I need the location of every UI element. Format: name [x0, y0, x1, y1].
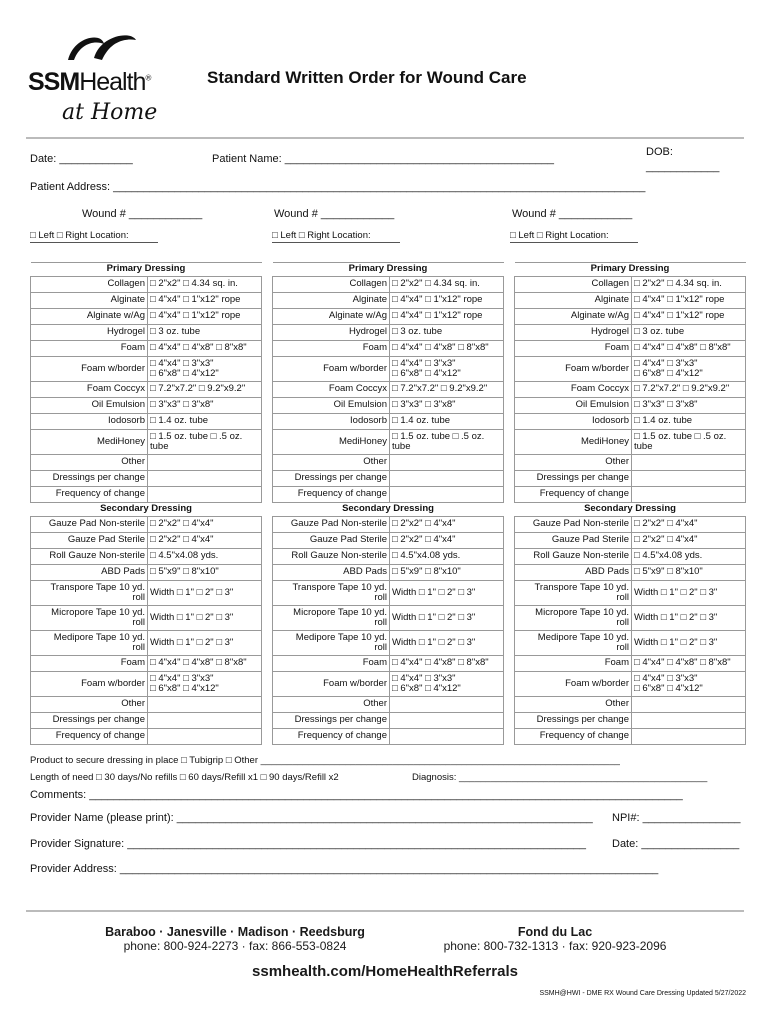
form-id: SSMH@HWI - DME RX Wound Care Dressing Updated 5/27/2022 [539, 990, 746, 997]
dressing-row [273, 398, 504, 414]
dressing-label: Alginate w/Ag [31, 309, 148, 325]
dressing-label: Iodosorb [31, 414, 148, 430]
dressing-row [273, 581, 504, 606]
dressing-options[interactable]: □ 4"x4" □ 3"x3" □ 6"x8" □ 4"x12" [390, 357, 504, 382]
dressing-options[interactable]: □ 4"x4" □ 4"x8" □ 8"x8" [632, 341, 746, 357]
dressing-row [273, 517, 504, 533]
dressing-options[interactable]: □ 4"x4" □ 4"x8" □ 8"x8" [390, 656, 504, 672]
dressing-label: Hydrogel [515, 325, 632, 341]
dressing-row [273, 656, 504, 672]
dressing-options[interactable] [390, 487, 504, 503]
dressing-options[interactable]: Width □ 1" □ 2" □ 3" [148, 581, 262, 606]
dressing-row [515, 325, 746, 341]
dressing-label: Transpore Tape 10 yd. roll [31, 581, 148, 606]
dressing-row [515, 606, 746, 631]
dressing-row [31, 729, 262, 745]
dressing-label: Other [31, 455, 148, 471]
dressing-options[interactable]: □ 2"x2" □ 4"x4" [148, 517, 262, 533]
dressing-label: Micropore Tape 10 yd. roll [273, 606, 390, 631]
dressing-row [515, 487, 746, 503]
provider-signature-field[interactable]: Provider Signature: ___________________________________________________________________________ [30, 838, 587, 850]
dressing-options[interactable]: □ 4"x4" □ 1"x12" rope [390, 293, 504, 309]
dressing-options[interactable]: □ 2"x2" □ 4.34 sq. in. [632, 277, 746, 293]
dressing-row [273, 277, 504, 293]
dressing-options[interactable]: □ 4"x4" □ 3"x3" □ 6"x8" □ 4"x12" [632, 357, 746, 382]
dressing-label: Foam w/border [515, 357, 632, 382]
dressing-label: Transpore Tape 10 yd. roll [273, 581, 390, 606]
dressing-label: Frequency of change [273, 487, 390, 503]
dressing-row [31, 606, 262, 631]
dressing-label: Alginate w/Ag [273, 309, 390, 325]
dressing-row [273, 414, 504, 430]
provider-name-field[interactable]: Provider Name (please print): ____________________________________________________________________ [30, 812, 593, 824]
dressing-options[interactable]: □ 4"x4" □ 4"x8" □ 8"x8" [632, 656, 746, 672]
dressing-row [273, 672, 504, 697]
dressing-options[interactable]: Width □ 1" □ 2" □ 3" [632, 606, 746, 631]
secondary-dressing-heading: Secondary Dressing [515, 503, 746, 517]
dressing-options[interactable]: □ 1.5 oz. tube □ .5 oz. tube [632, 430, 746, 455]
dressing-label: Dressings per change [515, 471, 632, 487]
dressing-options[interactable]: □ 3"x3" □ 3"x8" [632, 398, 746, 414]
dressing-row [31, 672, 262, 697]
dressing-row [515, 581, 746, 606]
comments-field[interactable]: Comments: _________________________________________________________________________________________________ [30, 789, 683, 801]
dressing-row [273, 697, 504, 713]
dressing-label: Alginate w/Ag [515, 309, 632, 325]
dressing-label: Foam [515, 656, 632, 672]
dressing-label: Gauze Pad Sterile [273, 533, 390, 549]
dressing-label: Foam [515, 341, 632, 357]
dressing-label: Foam Coccyx [31, 382, 148, 398]
wound-side-location-1[interactable]: □ Left □ Right Location: [30, 230, 129, 241]
secondary-dressing-heading: Secondary Dressing [31, 503, 262, 517]
dressing-options[interactable] [632, 487, 746, 503]
dressing-row [31, 533, 262, 549]
dressing-options[interactable]: □ 2"x2" □ 4"x4" [390, 517, 504, 533]
dressing-label: Gauze Pad Non-sterile [515, 517, 632, 533]
dressing-options[interactable]: Width □ 1" □ 2" □ 3" [632, 581, 746, 606]
dressing-options[interactable]: □ 4"x4" □ 3"x3" □ 6"x8" □ 4"x12" [632, 672, 746, 697]
dressing-row [515, 517, 746, 533]
dressing-row [273, 455, 504, 471]
primary-dressing-heading: Primary Dressing [273, 263, 504, 277]
dressing-options[interactable]: □ 4"x4" □ 4"x8" □ 8"x8" [148, 656, 262, 672]
logo-swoosh-icon [64, 30, 140, 66]
dressing-options[interactable]: Width □ 1" □ 2" □ 3" [148, 631, 262, 656]
dressing-options[interactable] [390, 713, 504, 729]
dressing-row [31, 471, 262, 487]
dressing-options[interactable]: □ 2"x2" □ 4.34 sq. in. [148, 277, 262, 293]
dressing-options[interactable]: □ 1.4 oz. tube [148, 414, 262, 430]
dressing-label: Foam w/border [273, 672, 390, 697]
footer-left-cities: Baraboo · Janesville · Madison · Reedsburg [105, 925, 365, 939]
dressing-label: Oil Emulsion [31, 398, 148, 414]
dressing-row [515, 533, 746, 549]
dressing-label: Foam w/border [273, 357, 390, 382]
dressing-row [31, 581, 262, 606]
dressing-label: Gauze Pad Non-sterile [273, 517, 390, 533]
dressing-row [273, 565, 504, 581]
dressing-label: Transpore Tape 10 yd. roll [515, 581, 632, 606]
dressing-options[interactable]: □ 3"x3" □ 3"x8" [148, 398, 262, 414]
dressing-row [515, 729, 746, 745]
dressing-row [273, 533, 504, 549]
dressing-options[interactable]: Width □ 1" □ 2" □ 3" [148, 606, 262, 631]
dressing-row [273, 471, 504, 487]
dressing-options[interactable] [632, 697, 746, 713]
dressing-label: Foam w/border [515, 672, 632, 697]
dressing-row [515, 277, 746, 293]
dressing-table [514, 262, 746, 745]
dressing-options[interactable]: □ 4"x4" □ 3"x3" □ 6"x8" □ 4"x12" [390, 672, 504, 697]
dressing-row [31, 277, 262, 293]
dressing-label: Frequency of change [31, 487, 148, 503]
dressing-label: Dressings per change [515, 713, 632, 729]
footer-left [90, 925, 380, 953]
dressing-options[interactable]: □ 4.5"x4.08 yds. [390, 549, 504, 565]
dressing-label: Foam w/border [31, 672, 148, 697]
location-line-2 [272, 242, 400, 243]
dressing-options[interactable]: □ 4"x4" □ 3"x3" □ 6"x8" □ 4"x12" [148, 672, 262, 697]
dressing-options[interactable]: □ 4"x4" □ 1"x12" rope [148, 309, 262, 325]
dressing-options[interactable] [390, 455, 504, 471]
wound-side-location-2[interactable]: □ Left □ Right Location: [272, 230, 371, 241]
dressing-options[interactable]: □ 4"x4" □ 1"x12" rope [148, 293, 262, 309]
dressing-row [515, 455, 746, 471]
dressing-row [273, 729, 504, 745]
dressing-label: MediHoney [515, 430, 632, 455]
dressing-row [273, 487, 504, 503]
footer-right [410, 925, 700, 953]
dressing-options[interactable] [148, 471, 262, 487]
dressing-options[interactable] [632, 471, 746, 487]
dressing-row [273, 713, 504, 729]
dressing-label: Frequency of change [515, 729, 632, 745]
dressing-options[interactable]: □ 4"x4" □ 3"x3" □ 6"x8" □ 4"x12" [148, 357, 262, 382]
dressing-label: Frequency of change [31, 729, 148, 745]
dressing-options[interactable]: Width □ 1" □ 2" □ 3" [390, 581, 504, 606]
dressing-row [515, 430, 746, 455]
length-of-need-options[interactable]: Length of need □ 30 days/No refills □ 60 days/Refill x1 □ 90 days/Refill x2 [30, 772, 339, 783]
dob-field[interactable]: ____________ [646, 161, 720, 173]
secondary-dressing-heading: Secondary Dressing [273, 503, 504, 517]
dressing-options[interactable]: □ 7.2"x7.2" □ 9.2"x9.2" [632, 382, 746, 398]
dressing-label: Foam Coccyx [273, 382, 390, 398]
dressing-label: Micropore Tape 10 yd. roll [515, 606, 632, 631]
dressing-row [31, 382, 262, 398]
dressing-row [515, 471, 746, 487]
dressing-options[interactable]: □ 2"x2" □ 4"x4" [390, 533, 504, 549]
dressing-row [31, 517, 262, 533]
product-to-secure-field[interactable]: Product to secure dressing in place □ Tubigrip □ Other ____________________________________________________________________ [30, 755, 620, 766]
dressing-label: MediHoney [273, 430, 390, 455]
logo-brand: SSMHealth® [28, 68, 151, 96]
dressing-label: Dressings per change [31, 713, 148, 729]
dressing-label: Iodosorb [273, 414, 390, 430]
dressing-row [273, 631, 504, 656]
dressing-label: Gauze Pad Sterile [31, 533, 148, 549]
dressing-label: ABD Pads [31, 565, 148, 581]
dressing-label: Oil Emulsion [273, 398, 390, 414]
dressing-options[interactable]: □ 4"x4" □ 1"x12" rope [632, 309, 746, 325]
form-title: Standard Written Order for Wound Care [207, 68, 527, 87]
dressing-options[interactable]: □ 3 oz. tube [632, 325, 746, 341]
dressing-options[interactable]: □ 3 oz. tube [390, 325, 504, 341]
dressing-label: Foam w/border [31, 357, 148, 382]
dressing-options[interactable]: □ 1.5 oz. tube □ .5 oz. tube [390, 430, 504, 455]
dressing-options[interactable] [148, 697, 262, 713]
dressing-label: Gauze Pad Non-sterile [31, 517, 148, 533]
wound-column-1 [30, 262, 262, 745]
dressing-options[interactable]: □ 4"x4" □ 1"x12" rope [390, 309, 504, 325]
dressing-row [31, 713, 262, 729]
dressing-options[interactable]: □ 1.4 oz. tube [632, 414, 746, 430]
dressing-row [31, 631, 262, 656]
dressing-label: Alginate [273, 293, 390, 309]
dressing-label: MediHoney [31, 430, 148, 455]
dressing-row [515, 357, 746, 382]
ssm-health-logo [28, 30, 178, 130]
date-field[interactable]: Date: ____________ [30, 153, 133, 165]
dressing-row [31, 398, 262, 414]
dressing-options[interactable] [390, 729, 504, 745]
dressing-label: Medipore Tape 10 yd. roll [515, 631, 632, 656]
dressing-label: Frequency of change [515, 487, 632, 503]
dressing-row [273, 325, 504, 341]
dob-label: DOB: [646, 146, 673, 158]
dressing-label: Hydrogel [273, 325, 390, 341]
provider-address-field[interactable]: Provider Address: ________________________________________________________________________________________ [30, 863, 659, 875]
dressing-row [31, 357, 262, 382]
dressing-row [515, 341, 746, 357]
dressing-label: Gauze Pad Sterile [515, 533, 632, 549]
dressing-row [31, 455, 262, 471]
dressing-label: Other [515, 697, 632, 713]
dressing-label: Foam Coccyx [515, 382, 632, 398]
dressing-row [31, 430, 262, 455]
wound-number-field-1[interactable]: Wound # ____________ [82, 208, 203, 220]
referral-url[interactable]: ssmhealth.com/HomeHealthReferrals [252, 963, 518, 980]
dressing-table [272, 262, 504, 745]
dressing-options[interactable]: □ 1.4 oz. tube [390, 414, 504, 430]
dressing-options[interactable]: □ 5"x9" □ 8"x10" [390, 565, 504, 581]
footer-left-phone: phone: 800-924-2273 · fax: 866-553-0824 [123, 939, 347, 953]
dressing-row [273, 341, 504, 357]
footer-right-city: Fond du Lac [517, 925, 593, 939]
dressing-row [273, 606, 504, 631]
dressing-options[interactable]: □ 7.2"x7.2" □ 9.2"x9.2" [148, 382, 262, 398]
dressing-options[interactable]: □ 4"x4" □ 4"x8" □ 8"x8" [390, 341, 504, 357]
dressing-options[interactable]: □ 4.5"x4.08 yds. [148, 549, 262, 565]
dressing-options[interactable] [148, 713, 262, 729]
dressing-options[interactable] [148, 455, 262, 471]
dressing-label: Dressings per change [273, 713, 390, 729]
dressing-row [515, 549, 746, 565]
dressing-row [31, 309, 262, 325]
footer-right-phone: phone: 800-732-1313 · fax: 920-923-2096 [443, 939, 667, 953]
dressing-row [515, 382, 746, 398]
dressing-row [515, 631, 746, 656]
dressing-row [515, 713, 746, 729]
dressing-row [273, 430, 504, 455]
dressing-options[interactable] [148, 487, 262, 503]
dressing-options[interactable]: □ 4.5"x4.08 yds. [632, 549, 746, 565]
dressing-options[interactable]: Width □ 1" □ 2" □ 3" [632, 631, 746, 656]
dressing-options[interactable] [148, 729, 262, 745]
diagnosis-field[interactable]: Diagnosis: _______________________________________________ [412, 772, 708, 783]
dressing-label: Dressings per change [31, 471, 148, 487]
wound-side-location-3[interactable]: □ Left □ Right Location: [510, 230, 609, 241]
dressing-options[interactable] [632, 729, 746, 745]
wound-column-3 [514, 262, 746, 745]
wound-number-field-2[interactable]: Wound # ____________ [274, 208, 395, 220]
dressing-options[interactable]: □ 2"x2" □ 4.34 sq. in. [390, 277, 504, 293]
dressing-row [31, 414, 262, 430]
dressing-row [31, 549, 262, 565]
wound-column-2 [272, 262, 504, 745]
npi-field[interactable]: NPI#: ________________ [612, 812, 741, 824]
dressing-row [273, 382, 504, 398]
dressing-row [515, 293, 746, 309]
dressing-label: Other [273, 455, 390, 471]
dressing-label: Collagen [273, 277, 390, 293]
dressing-label: Other [515, 455, 632, 471]
dressing-label: Iodosorb [515, 414, 632, 430]
wound-number-field-3[interactable]: Wound # ____________ [512, 208, 633, 220]
dressing-label: Frequency of change [273, 729, 390, 745]
dressing-options[interactable] [390, 471, 504, 487]
dressing-row [273, 293, 504, 309]
dressing-label: Foam [31, 656, 148, 672]
dressing-row [31, 487, 262, 503]
dressing-row [273, 309, 504, 325]
dressing-label: Oil Emulsion [515, 398, 632, 414]
dressing-options[interactable]: □ 2"x2" □ 4"x4" [148, 533, 262, 549]
dressing-table [30, 262, 262, 745]
dressing-label: Collagen [31, 277, 148, 293]
dressing-row [515, 398, 746, 414]
dressing-row [273, 357, 504, 382]
dressing-options[interactable] [390, 697, 504, 713]
dressing-label: Micropore Tape 10 yd. roll [31, 606, 148, 631]
date-signed-field[interactable]: Date: ________________ [612, 838, 740, 850]
dressing-row [515, 414, 746, 430]
dressing-label: Roll Gauze Non-sterile [515, 549, 632, 565]
patient-name-field[interactable]: Patient Name: ____________________________________________ [212, 153, 554, 165]
dressing-options[interactable] [632, 713, 746, 729]
dressing-label: Hydrogel [31, 325, 148, 341]
dressing-options[interactable]: □ 5"x9" □ 8"x10" [148, 565, 262, 581]
dressing-label: Dressings per change [273, 471, 390, 487]
dressing-label: Medipore Tape 10 yd. roll [31, 631, 148, 656]
dressing-options[interactable]: Width □ 1" □ 2" □ 3" [390, 606, 504, 631]
dressing-options[interactable]: □ 4"x4" □ 1"x12" rope [632, 293, 746, 309]
dressing-row [31, 565, 262, 581]
dressing-options[interactable] [632, 455, 746, 471]
dressing-row [31, 341, 262, 357]
dressing-row [515, 309, 746, 325]
dressing-label: Alginate [31, 293, 148, 309]
dressing-label: Other [273, 697, 390, 713]
dressing-label: ABD Pads [515, 565, 632, 581]
dressing-label: Foam [273, 341, 390, 357]
dressing-options[interactable]: □ 3"x3" □ 3"x8" [390, 398, 504, 414]
dressing-row [31, 656, 262, 672]
dressing-options[interactable]: Width □ 1" □ 2" □ 3" [390, 631, 504, 656]
dressing-row [273, 549, 504, 565]
primary-dressing-heading: Primary Dressing [515, 263, 746, 277]
location-line-1 [30, 242, 158, 243]
footer-divider [26, 910, 744, 912]
dressing-row [515, 672, 746, 697]
dressing-options[interactable]: □ 2"x2" □ 4"x4" [632, 517, 746, 533]
dressing-row [31, 697, 262, 713]
dressing-options[interactable]: □ 5"x9" □ 8"x10" [632, 565, 746, 581]
dressing-row [31, 325, 262, 341]
dressing-row [515, 656, 746, 672]
dressing-row [515, 697, 746, 713]
dressing-label: Foam [273, 656, 390, 672]
dressing-label: Other [31, 697, 148, 713]
dressing-options[interactable]: □ 7.2"x7.2" □ 9.2"x9.2" [390, 382, 504, 398]
dressing-label: Foam [31, 341, 148, 357]
dressing-label: Collagen [515, 277, 632, 293]
dressing-label: ABD Pads [273, 565, 390, 581]
dressing-row [31, 293, 262, 309]
dressing-options[interactable]: □ 2"x2" □ 4"x4" [632, 533, 746, 549]
dressing-label: Roll Gauze Non-sterile [273, 549, 390, 565]
dressing-label: Roll Gauze Non-sterile [31, 549, 148, 565]
patient-address-field[interactable]: Patient Address: _______________________________________________________________________________________ [30, 181, 646, 193]
dressing-options[interactable]: □ 1.5 oz. tube □ .5 oz. tube [148, 430, 262, 455]
primary-dressing-heading: Primary Dressing [31, 263, 262, 277]
header-divider [26, 137, 744, 139]
dressing-label: Alginate [515, 293, 632, 309]
logo-tagline: at Home [62, 100, 158, 125]
dressing-row [515, 565, 746, 581]
dressing-options[interactable]: □ 4"x4" □ 4"x8" □ 8"x8" [148, 341, 262, 357]
location-line-3 [510, 242, 638, 243]
dressing-label: Medipore Tape 10 yd. roll [273, 631, 390, 656]
dressing-options[interactable]: □ 3 oz. tube [148, 325, 262, 341]
